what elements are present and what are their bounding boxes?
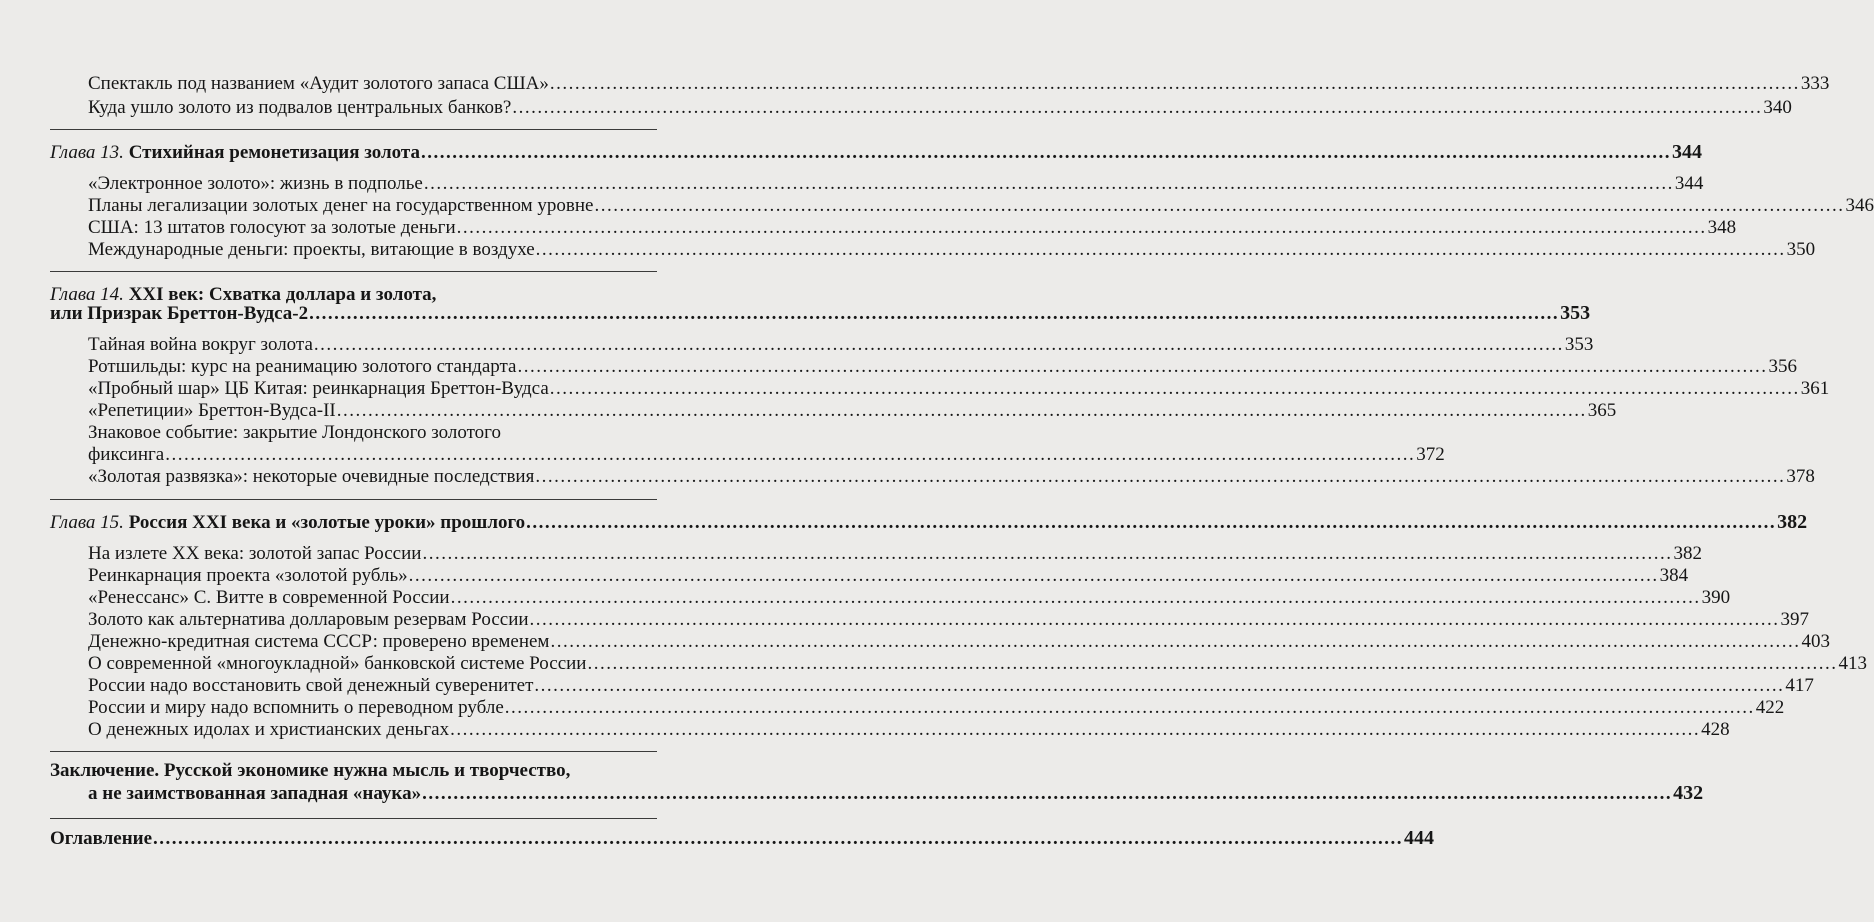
leader-dots — [587, 652, 1837, 676]
toc-entry — [88, 443, 1445, 467]
entry-page: 348 — [1707, 217, 1737, 238]
entry-page: 428 — [1701, 719, 1730, 740]
conclusion-page: 432 — [1673, 782, 1704, 804]
toc-entry — [88, 608, 1810, 632]
leader-dots — [505, 696, 1755, 720]
conclusion-title: а не заимствованная западная «наука» — [88, 783, 422, 804]
leader-dots — [421, 141, 1671, 165]
entry-title: «Репетиции» Бреттон-Вудса-II — [88, 400, 336, 421]
toc-entry — [88, 696, 1785, 720]
entry-title: Спектакль под названием «Аудит золотого запаса США» — [88, 73, 549, 94]
toc-entry — [88, 96, 1792, 120]
entry-page: 344 — [1674, 173, 1704, 194]
contents-heading — [50, 826, 1435, 851]
leader-dots — [451, 586, 1701, 610]
leader-dots — [424, 172, 1674, 196]
leader-dots — [535, 465, 1785, 489]
chapter-14-heading-line2 — [50, 301, 1591, 326]
toc-entry — [88, 172, 1704, 196]
entry-title: «Ренессанс» С. Витте в современной России — [88, 587, 450, 608]
entry-title: «Пробный шар» ЦБ Китая: реинкарнация Бреттон-Вудса — [88, 378, 549, 399]
chapter-label: Глава 15. — [50, 512, 124, 533]
entry-title: Куда ушло золото из подвалов центральных банков? — [88, 97, 512, 118]
toc-entry — [88, 399, 1617, 423]
entry-title: России и миру надо вспомнить о переводном рубле — [88, 697, 504, 718]
leader-dots — [314, 333, 1564, 357]
entry-page: 397 — [1780, 609, 1810, 630]
chapter-label: Глава 13. — [50, 142, 124, 163]
toc-entry — [88, 194, 1874, 218]
conclusion-heading-line1: Заключение. Русской экономике нужна мысль и творчество, — [50, 760, 571, 781]
entry-title: Ротшильды: курс на реанимацию золотого стандарта — [88, 356, 517, 377]
toc-entry — [88, 216, 1737, 240]
chapter-label: Глава 14. — [50, 284, 124, 305]
entry-title: США: 13 штатов голосуют за золотые деньги — [88, 217, 456, 238]
leader-dots — [337, 399, 1587, 423]
section-divider — [50, 129, 657, 130]
entry-title: «Золотая развязка»: некоторые очевидные последствия — [88, 466, 535, 487]
leader-dots — [422, 542, 1672, 566]
leader-dots — [534, 674, 1784, 698]
section-divider — [50, 271, 657, 272]
leader-dots — [550, 72, 1800, 96]
entry-page: 340 — [1763, 97, 1792, 118]
leader-dots — [409, 564, 1659, 588]
entry-page: 413 — [1838, 653, 1867, 674]
entry-title: О современной «многоукладной» банковской системе России — [88, 653, 587, 674]
leader-dots — [165, 443, 1415, 467]
entry-page: 365 — [1587, 400, 1617, 421]
chapter-15-heading — [50, 510, 1808, 535]
entry-title: О денежных идолах и христианских деньгах — [88, 719, 450, 740]
leader-dots — [153, 827, 1403, 851]
entry-page: 372 — [1416, 444, 1445, 465]
contents-page: 444 — [1404, 827, 1435, 849]
leader-dots — [457, 216, 1707, 240]
leader-dots — [526, 511, 1776, 535]
toc-entry — [88, 465, 1815, 489]
entry-page: 361 — [1800, 378, 1830, 399]
entry-title: Тайная война вокруг золота — [88, 334, 313, 355]
chapter-page: 344 — [1671, 141, 1702, 163]
entry-page: 384 — [1659, 565, 1689, 586]
entry-page: 417 — [1785, 675, 1814, 696]
chapter-title: Россия XXI века и «золотые уроки» прошлого — [128, 512, 526, 533]
chapter-title: или Призрак Бреттон-Вудса-2 — [50, 303, 309, 324]
entry-page: 390 — [1701, 587, 1731, 608]
entry-title: России надо восстановить свой денежный суверенитет — [88, 675, 534, 696]
entry-page: 422 — [1755, 697, 1785, 718]
toc-entry — [88, 333, 1594, 357]
toc-entry — [88, 718, 1730, 742]
leader-dots — [450, 718, 1700, 742]
entry-page: 353 — [1564, 334, 1594, 355]
entry-page: 350 — [1786, 239, 1816, 260]
leader-dots — [595, 194, 1845, 218]
entry-page: 382 — [1673, 543, 1702, 564]
toc-entry — [88, 72, 1830, 96]
toc-entry — [88, 377, 1830, 401]
leader-dots — [536, 238, 1786, 262]
entry-title: На излете XX века: золотой запас России — [88, 543, 422, 564]
toc-entry — [88, 586, 1731, 610]
leader-dots — [530, 608, 1780, 632]
entry-page: 403 — [1801, 631, 1830, 652]
entry-page: 356 — [1768, 356, 1797, 377]
conclusion-heading-line2 — [88, 781, 1704, 806]
toc-entry — [88, 630, 1830, 654]
leader-dots — [512, 96, 1762, 120]
entry-title: Денежно-кредитная система СССР: проверено временем — [88, 631, 550, 652]
entry-title: «Электронное золото»: жизнь в подполье — [88, 173, 423, 194]
entry-title: Золото как альтернатива долларовым резервам России — [88, 609, 529, 630]
section-divider — [50, 499, 657, 500]
toc-entry — [88, 564, 1689, 588]
leader-dots — [550, 630, 1800, 654]
contents-title: Оглавление — [50, 828, 153, 849]
entry-title: Международные деньги: проекты, витающие в воздухе — [88, 239, 535, 260]
toc-entry — [88, 355, 1797, 379]
section-divider — [50, 751, 657, 752]
toc-entry — [88, 674, 1814, 698]
entry-title: Реинкарнация проекта «золотой рубль» — [88, 565, 408, 586]
chapter-title: XXI век: Схватка доллара и золота, — [128, 284, 437, 305]
chapter-page: 353 — [1560, 302, 1591, 324]
entry-title-line1: Знаковое событие: закрытие Лондонского золотого — [88, 422, 501, 443]
toc-entry — [88, 238, 1816, 262]
toc-entry — [88, 652, 1867, 676]
leader-dots — [550, 377, 1800, 401]
entry-title: Планы легализации золотых денег на государственном уровне — [88, 195, 594, 216]
entry-title: фиксинга — [88, 444, 165, 465]
entry-page: 346 — [1845, 195, 1874, 216]
leader-dots — [517, 355, 1767, 379]
entry-page: 333 — [1800, 73, 1830, 94]
entry-page: 378 — [1786, 466, 1815, 487]
chapter-title: Стихийная ремонетизация золота — [128, 142, 420, 163]
section-divider — [50, 818, 657, 819]
toc-entry — [88, 542, 1702, 566]
chapter-13-heading — [50, 140, 1702, 165]
leader-dots — [309, 302, 1559, 326]
chapter-page: 382 — [1777, 511, 1808, 533]
leader-dots — [422, 782, 1672, 806]
